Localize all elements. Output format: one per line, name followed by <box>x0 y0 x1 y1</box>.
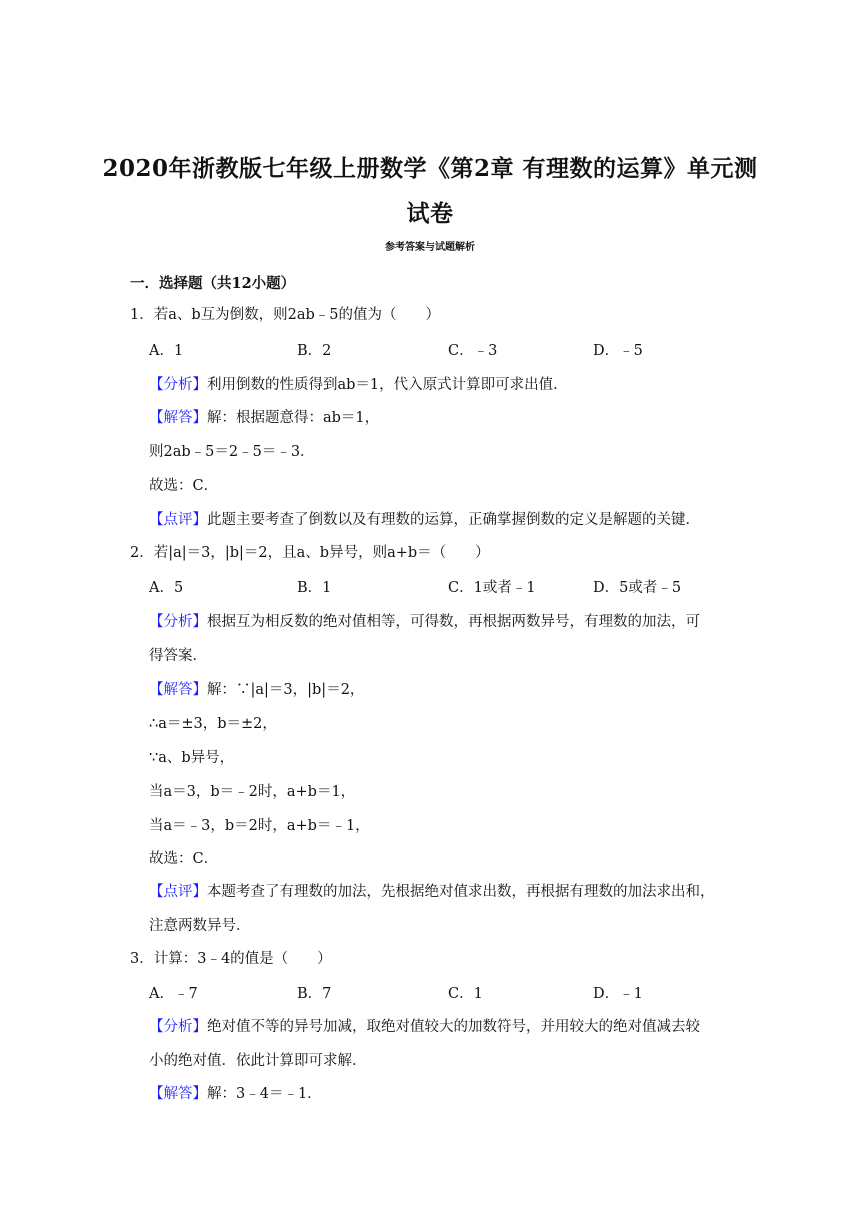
analysis-tag: 【分析】 <box>149 1019 207 1035</box>
q1-option-c: C．﹣3 <box>448 343 498 359</box>
q3-analysis-text-2: 小的绝对值．依此计算即可求解． <box>149 1053 367 1069</box>
q2-option-c: C．1或者﹣1 <box>448 580 536 596</box>
q3-option-a: A．﹣7 <box>149 986 198 1002</box>
q2-answer-line-6: 故选：C． <box>149 851 219 867</box>
q2-answer-line-4: 当a＝3，b＝﹣2时，a+b＝1， <box>149 784 356 800</box>
analysis-tag: 【分析】 <box>149 614 207 630</box>
q1-answer <box>149 406 379 427</box>
q2-answer-line-2: ∴a＝±3，b＝±2， <box>149 716 277 732</box>
q2-answer <box>149 678 364 699</box>
comment-tag: 【点评】 <box>149 512 207 528</box>
q1-answer-line-2: 则2ab﹣5＝2﹣5＝﹣3． <box>149 444 315 460</box>
q2-comment-text-2: 注意两数异号． <box>149 918 251 934</box>
q2-option-d: D．5或者﹣5 <box>593 580 682 596</box>
q3-option-b: B．7 <box>297 986 332 1002</box>
q2-option-b: B．1 <box>297 580 332 596</box>
q1-analysis-text: 利用倒数的性质得到ab＝1，代入原式计算即可求出值． <box>207 377 568 393</box>
q3-option-d: D．﹣1 <box>593 986 643 1002</box>
answer-tag: 【解答】 <box>149 1086 207 1102</box>
q2-analysis-text-2: 得答案． <box>149 648 207 664</box>
section-heading: 一．选择题（共12小题） <box>130 275 296 292</box>
q2-analysis-text-1: 根据互为相反数的绝对值相等，可得数，再根据两数异号，有理数的加法，可 <box>207 614 700 630</box>
q1-option-b: B．2 <box>297 343 332 359</box>
q1-option-a: A．1 <box>149 343 184 359</box>
question-1-stem: 1．若a、b互为倒数，则2ab﹣5的值为（ ） <box>130 307 441 323</box>
answer-tag: 【解答】 <box>149 682 207 698</box>
q1-answer-line-3: 故选：C． <box>149 478 219 494</box>
q2-analysis <box>149 610 700 631</box>
document-subtitle: 参考答案与试题解析 <box>385 242 475 253</box>
q2-comment-text-1: 本题考查了有理数的加法，先根据绝对值求出数，再根据有理数的加法求出和， <box>207 884 715 900</box>
q2-answer-line-1: 解：∵|a|＝3，|b|＝2， <box>207 682 365 698</box>
answer-tag: 【解答】 <box>149 410 207 426</box>
question-2-stem: 2．若|a|＝3，|b|＝2，且a、b异号，则a+b＝（ ） <box>130 545 490 561</box>
q3-answer-text: 解：3﹣4＝﹣1． <box>207 1086 322 1102</box>
document-title-line2: 试卷 <box>406 200 454 227</box>
q1-answer-line-1: 解：根据题意得：ab＝1， <box>207 410 380 426</box>
question-3-stem: 3．计算：3﹣4的值是（ ） <box>130 951 332 967</box>
q1-analysis <box>149 373 568 394</box>
q2-option-a: A．5 <box>149 580 184 596</box>
q2-answer-line-5: 当a＝﹣3，b＝2时，a+b＝﹣1， <box>149 818 370 834</box>
q2-comment <box>149 880 715 901</box>
comment-tag: 【点评】 <box>149 884 207 900</box>
q1-option-d: D．﹣5 <box>593 343 643 359</box>
q3-analysis <box>149 1015 700 1036</box>
analysis-tag: 【分析】 <box>149 377 207 393</box>
document-title-line1: 2020年浙教版七年级上册数学《第2章 有理数的运算》单元测 <box>102 155 758 182</box>
q3-option-c: C．1 <box>448 986 483 1002</box>
q3-answer <box>149 1082 322 1103</box>
q2-answer-line-3: ∵a、b异号， <box>149 750 235 766</box>
q1-comment <box>149 508 700 529</box>
q3-analysis-text-1: 绝对值不等的异号加减，取绝对值较大的加数符号，并用较大的绝对值减去较 <box>207 1019 700 1035</box>
q1-comment-text: 此题主要考查了倒数以及有理数的运算，正确掌握倒数的定义是解题的关键． <box>207 512 700 528</box>
